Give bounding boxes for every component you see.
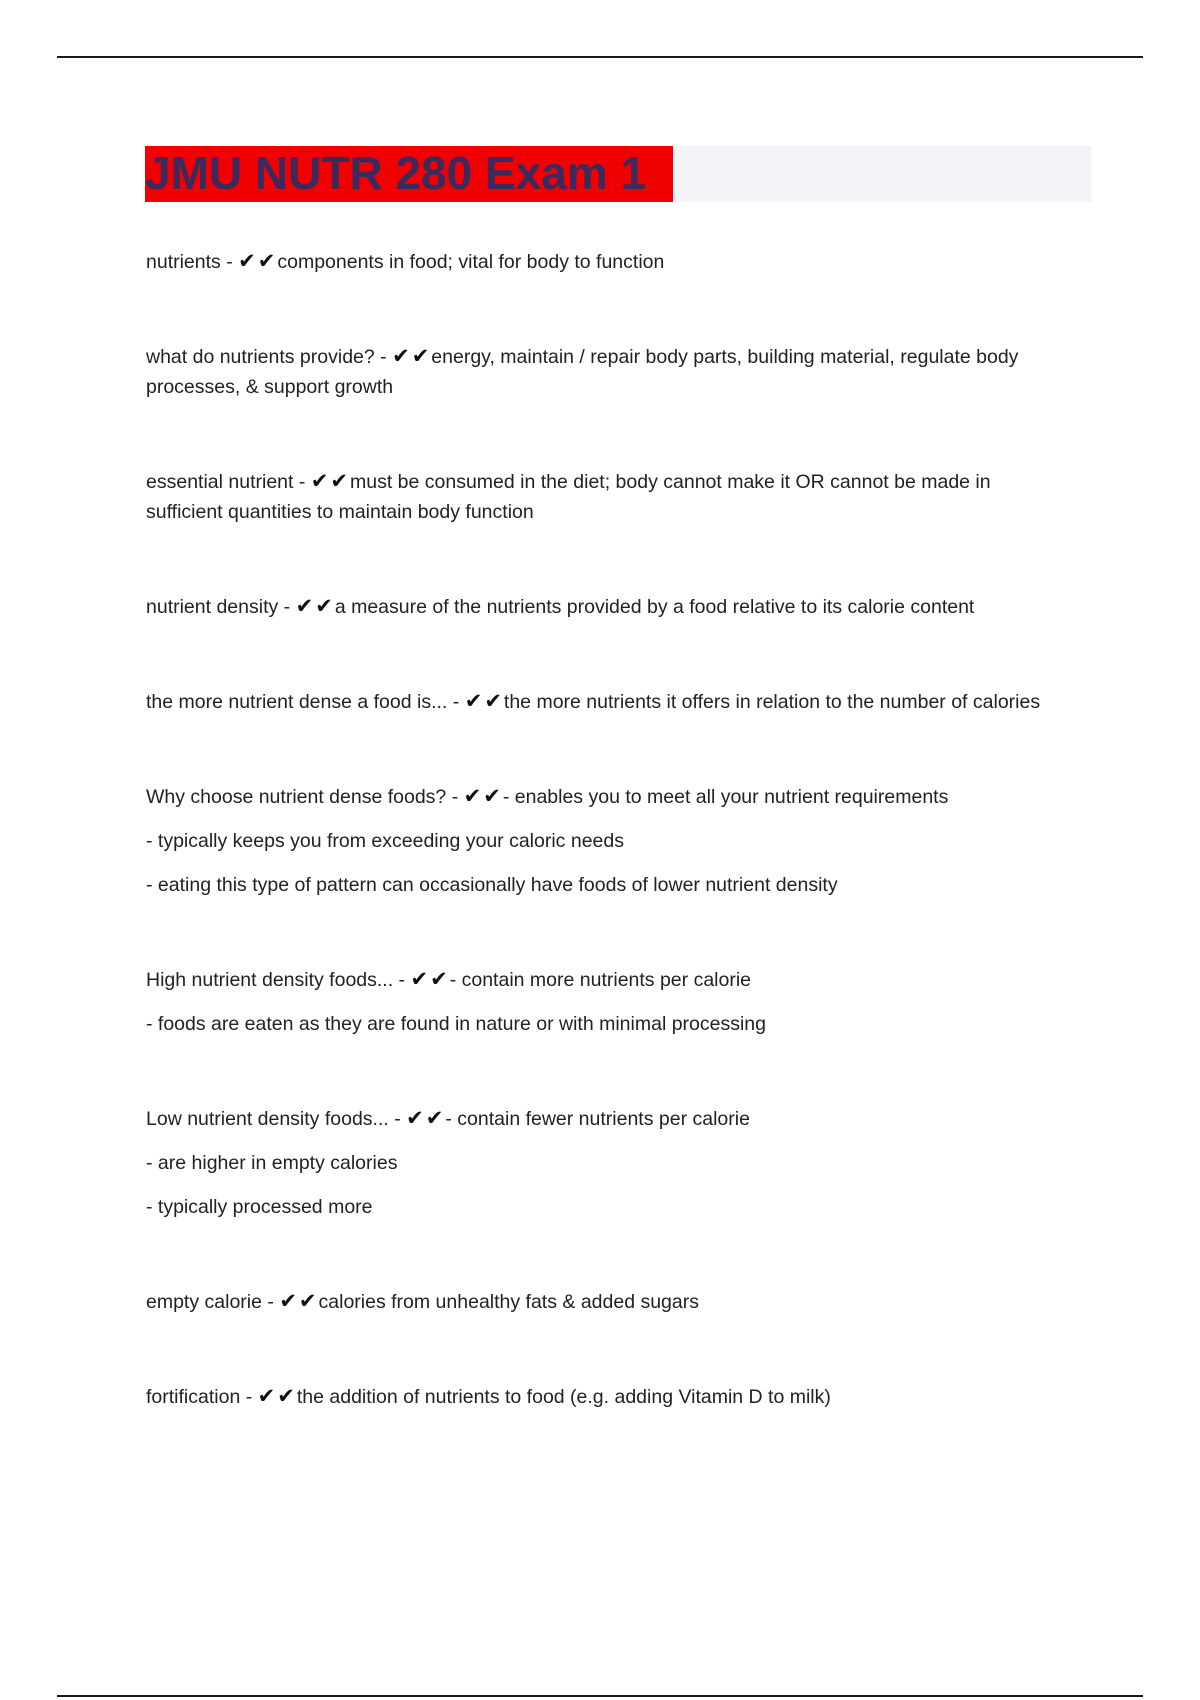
entry-definition: - contain fewer nutrients per calorie [445,1108,750,1130]
entry-definition: must be consumed in the diet; body cannot make it OR cannot be made in sufficient quantities to maintain body function [146,471,991,523]
check-mark-icon: ✔ [257,1384,278,1408]
entry-term: the more nutrient dense a food is... [146,691,448,713]
check-mark-icon: ✔ [410,967,431,991]
check-mark-icon: ✔ [295,594,316,618]
top-rule [57,56,1143,58]
entry-extra-line: - typically keeps you from exceeding your caloric needs [146,830,624,852]
flashcard-entry [146,1381,1066,1412]
entry-extra-line: - eating this type of pattern can occasionally have foods of lower nutrient density [146,874,838,896]
check-pair-icon [258,1386,297,1408]
check-mark-icon: ✔ [279,1289,299,1313]
check-mark-icon: ✔ [238,249,258,273]
entry-main-line [146,591,1066,622]
check-mark-icon: ✔ [330,469,350,493]
entry-separator: - [278,596,296,618]
flashcard-entry [146,686,1066,717]
check-pair-icon [465,691,504,713]
check-mark-icon: ✔ [464,689,485,713]
check-mark-icon: ✔ [392,344,412,368]
entry-definition: energy, maintain / repair body parts, building material, regulate body processes, & support growth [146,346,1019,398]
entry-term: essential nutrient [146,471,294,493]
check-pair-icon [406,1108,445,1130]
flashcard-entry [146,591,1066,622]
entry-main-line [146,341,1066,402]
flashcard-entry [146,246,1066,277]
check-mark-icon: ✔ [406,1106,426,1130]
check-mark-icon: ✔ [277,1384,297,1408]
entry-term: Why choose nutrient dense foods? [146,786,447,808]
entry-term: nutrient density [146,596,279,618]
entry-separator: - [240,1386,258,1408]
entry-separator: - [447,691,465,713]
page-title: JMU NUTR 280 Exam 1 [145,147,647,199]
check-pair-icon [296,596,335,618]
check-pair-icon [238,251,277,273]
flashcard-entry [146,466,1066,527]
check-mark-icon: ✔ [310,469,331,493]
entry-main-line [146,1286,1066,1317]
check-pair-icon [464,786,503,808]
entry-extra-line: - are higher in empty calories [146,1152,398,1174]
entry-main-line [146,466,1066,527]
flashcard-entry [146,964,1066,1039]
entry-separator: - [393,969,411,991]
entry-separator: - [388,1108,407,1130]
check-mark-icon: ✔ [430,967,450,991]
check-pair-icon [311,471,350,493]
entry-main-line [146,1381,1066,1412]
entry-term: nutrients [146,251,221,273]
entry-separator: - [261,1291,280,1313]
entry-definition: components in food; vital for body to function [277,251,665,273]
entry-separator: - [293,471,311,493]
bottom-rule [57,1695,1143,1697]
check-mark-icon: ✔ [411,344,432,368]
entry-extra-line: - typically processed more [146,1196,373,1218]
entry-definition: - enables you to meet all your nutrient requirements [502,786,949,808]
check-mark-icon: ✔ [315,594,335,618]
flashcard-entry [146,1286,1066,1317]
entry-term: Low nutrient density foods... [146,1108,389,1130]
check-mark-icon: ✔ [463,784,484,808]
entry-extra-line: - foods are eaten as they are found in nature or with minimal processing [146,1013,767,1035]
entry-definition: - contain more nutrients per calorie [449,969,752,991]
check-mark-icon: ✔ [483,784,503,808]
flashcard-list [146,246,1066,1476]
check-mark-icon: ✔ [298,1289,319,1313]
entry-definition: the addition of nutrients to food (e.g. adding Vitamin D to milk) [296,1386,831,1408]
entry-separator: - [446,786,464,808]
entry-definition: the more nutrients it offers in relation to the number of calories [503,691,1041,713]
check-mark-icon: ✔ [484,689,504,713]
entry-separator: - [220,251,239,273]
entry-main-line [146,246,1066,277]
check-pair-icon [410,969,449,991]
flashcard-entry [146,1103,1066,1222]
entry-separator: - [374,346,393,368]
entry-term: High nutrient density foods... [146,969,394,991]
check-pair-icon [392,346,431,368]
entry-term: fortification [146,1386,241,1408]
check-mark-icon: ✔ [425,1106,446,1130]
entry-main-line [146,781,1066,812]
entry-definition: calories from unhealthy fats & added sugars [318,1291,699,1313]
flashcard-entry [146,781,1066,900]
entry-term: empty calorie [146,1291,262,1313]
entry-main-line [146,1103,1066,1134]
flashcard-entry [146,341,1066,402]
entry-main-line [146,964,1066,995]
check-mark-icon: ✔ [257,249,278,273]
entry-definition: a measure of the nutrients provided by a food relative to its calorie content [334,596,975,618]
entry-main-line [146,686,1066,717]
entry-term: what do nutrients provide? [146,346,375,368]
check-pair-icon [279,1291,318,1313]
